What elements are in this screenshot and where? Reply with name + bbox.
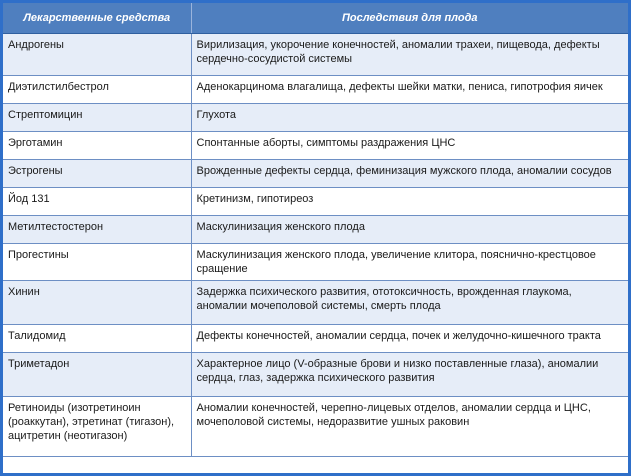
- drug-cell: Триметадон: [3, 353, 191, 397]
- effect-cell: Характерное лицо (V-образные брови и низко поставленные глаза), аномалии сердца, глаз, задержка психического развития: [191, 353, 628, 397]
- drug-cell: Прогестины: [3, 244, 191, 281]
- table-row: [3, 104, 628, 132]
- table-row: [3, 34, 628, 76]
- table-row: [3, 244, 628, 281]
- column-header-effects: Последствия для плода: [191, 3, 628, 34]
- table-row: [3, 160, 628, 188]
- table-row: [3, 325, 628, 353]
- table-row: [3, 281, 628, 325]
- effect-cell: Врожденные дефекты сердца, феминизация мужского плода, аномалии сосудов: [191, 160, 628, 188]
- drug-cell: Талидомид: [3, 325, 191, 353]
- effect-cell: Задержка психического развития, ототоксичность, врожденная глаукома, аномалии мочеполовой системы, смерть плода: [191, 281, 628, 325]
- effect-cell: Маскулинизация женского плода: [191, 216, 628, 244]
- table-row: [3, 353, 628, 397]
- table-row: [3, 76, 628, 104]
- effect-cell: Дефекты конечностей, аномалии сердца, почек и желудочно-кишечного тракта: [191, 325, 628, 353]
- effect-cell: Маскулинизация женского плода, увеличение клитора, пояснично-крестцовое сращение: [191, 244, 628, 281]
- drug-cell: Стрептомицин: [3, 104, 191, 132]
- table-row: [3, 132, 628, 160]
- effect-cell: Глухота: [191, 104, 628, 132]
- drug-cell: Ретиноиды (изотретиноин (роаккутан), этретинат (тигазон), ацитретин (неотигазон): [3, 397, 191, 457]
- table-row: [3, 216, 628, 244]
- teratogen-table: [3, 3, 628, 457]
- effect-cell: Вирилизация, укорочение конечностей, аномалии трахеи, пищевода, дефекты сердечно-сосудистой системы: [191, 34, 628, 76]
- effect-cell: Аденокарцинома влагалища, дефекты шейки матки, пениса, гипотрофия яичек: [191, 76, 628, 104]
- drug-cell: Диэтилстилбестрол: [3, 76, 191, 104]
- effect-cell: Кретинизм, гипотиреоз: [191, 188, 628, 216]
- effect-cell: Спонтанные аборты, симптомы раздражения ЦНС: [191, 132, 628, 160]
- drug-cell: Андрогены: [3, 34, 191, 76]
- table-header-row: [3, 3, 628, 34]
- drug-cell: Хинин: [3, 281, 191, 325]
- drug-cell: Йод 131: [3, 188, 191, 216]
- table-row: [3, 188, 628, 216]
- drug-cell: Метилтестостерон: [3, 216, 191, 244]
- table-row: [3, 397, 628, 457]
- drug-cell: Эстрогены: [3, 160, 191, 188]
- column-header-drugs: Лекарственные средства: [3, 3, 191, 34]
- effect-cell: Аномалии конечностей, черепно-лицевых отделов, аномалии сердца и ЦНС, мочеполовой системы, недоразвитие ушных раковин: [191, 397, 628, 457]
- drug-cell: Эрготамин: [3, 132, 191, 160]
